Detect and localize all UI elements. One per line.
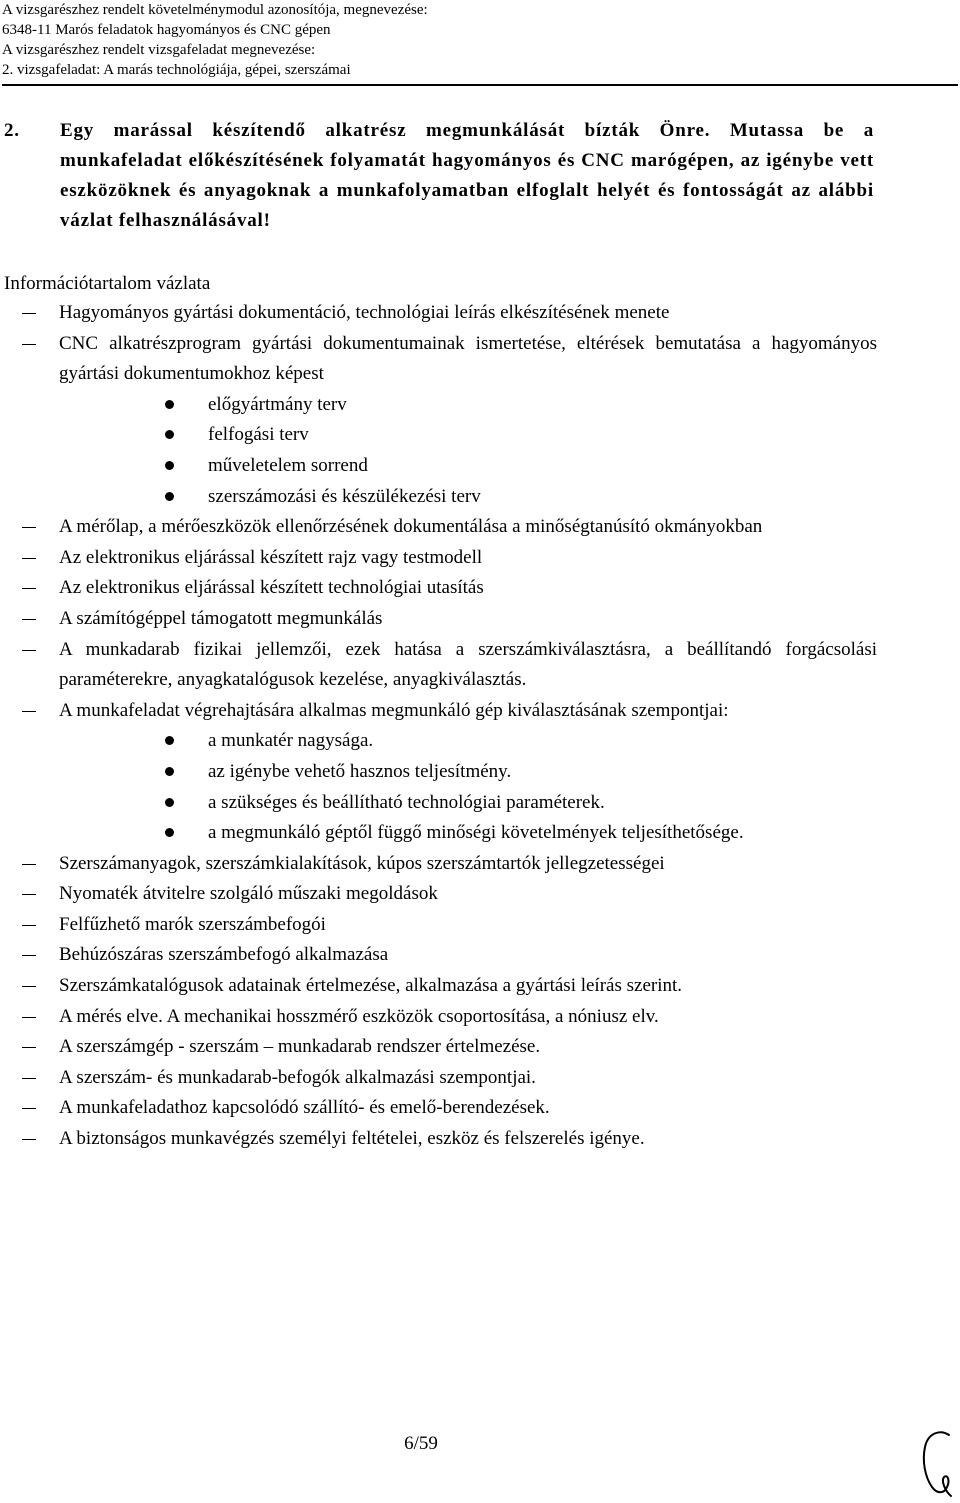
bullet-icon [165, 430, 174, 439]
handwritten-signature [918, 1425, 958, 1500]
header-line-module-name: 6348-11 Marós feladatok hagyományos és CNC gépen [2, 22, 331, 38]
outline-subitem [22, 818, 877, 849]
outline-item-text: A munkadarab fizikai jellemzői, ezek hatása a szerszámkiválasztásra, a beállítandó forgácsolási paraméterekre, anyagkatalógusok kezelése, anyagkiválasztás. [59, 638, 877, 691]
outline-subitem-text: szerszámozási és készülékezési terv [208, 485, 481, 507]
outline-item [22, 604, 877, 635]
bullet-icon [165, 798, 174, 807]
outline-item-text: Szerszámkatalógusok adatainak értelmezése, alkalmazása a gyártási leírás szerint. [59, 975, 683, 997]
page-number: 6/59 [404, 1433, 438, 1454]
outline-subitem-text: a munkatér nagysága. [208, 730, 374, 752]
outline-item [22, 1063, 877, 1094]
outline-item [22, 696, 877, 727]
outline-item-text: Az elektronikus eljárással készített rajz vagy testmodell [59, 546, 483, 568]
question-block [4, 116, 874, 236]
bullet-icon [165, 828, 174, 837]
outline-subitem [22, 726, 877, 757]
outline-subitem-text: a szükséges és beállítható technológiai paraméterek. [208, 791, 605, 813]
outline-subitem [22, 390, 877, 421]
outline-item-text: A szerszám- és munkadarab-befogók alkalmazási szempontjai. [59, 1066, 536, 1088]
outline-subitem-text: az igénybe vehető hasznos teljesítmény. [208, 760, 512, 782]
outline-item-text: A munkafeladathoz kapcsolódó szállító- és emelő-berendezések. [59, 1097, 550, 1119]
outline-item-text: Az elektronikus eljárással készített technológiai utasítás [59, 577, 484, 599]
outline-subitem-text: a megmunkáló géptől függő minőségi követelmények teljesíthetősége. [208, 822, 744, 844]
outline-subitem-text: előgyártmány terv [208, 393, 347, 415]
document-header [2, 0, 428, 80]
outline-item [22, 635, 877, 696]
outline-subitem [22, 788, 877, 819]
outline-item [22, 543, 877, 574]
outline-item [22, 910, 877, 941]
outline-item [22, 849, 877, 880]
outline-subitem-text: műveletelem sorrend [208, 454, 368, 476]
outline-item [22, 879, 877, 910]
outline-item [22, 1093, 877, 1124]
bullet-icon [165, 400, 174, 409]
outline-item-text: Felfűzhető marók szerszámbefogói [59, 913, 326, 935]
outline-item [22, 940, 877, 971]
outline-item-text: A mérés elve. A mechanikai hosszmérő eszközök csoportosítása, a nóniusz elv. [59, 1005, 659, 1027]
outline-item-text: Behúzószáras szerszámbefogó alkalmazása [59, 944, 389, 966]
question-text: Egy marással készítendő alkatrész megmunkálását bízták Önre. Mutassa be a munkafeladat előkészítésének folyamatát hagyományos és CNC marógépen, az igénybe vett eszközöknek és anyagoknak a munkafolyamatban elfoglalt helyét és fontosságát az alábbi vázlat felhasználásával! [60, 120, 874, 231]
outline-item-text: Nyomaték átvitelre szolgáló műszaki megoldások [59, 883, 438, 905]
header-line-module-label: A vizsgarészhez rendelt követelménymodul azonosítója, megnevezése: [2, 2, 428, 18]
outline-item-text: A számítógéppel támogatott megmunkálás [59, 607, 383, 629]
outline-item [22, 1124, 877, 1155]
header-divider [2, 84, 958, 86]
header-line-task-label: A vizsgarészhez rendelt vizsgafeladat megnevezése: [2, 42, 316, 58]
outline-subitem-text: felfogási terv [208, 424, 309, 446]
bullet-icon [165, 461, 174, 470]
outline-subitem [22, 482, 877, 513]
outline-item [22, 298, 877, 329]
outline-subitem [22, 451, 877, 482]
outline-item-text: CNC alkatrészprogram gyártási dokumentumainak ismertetése, eltérések bemutatása a hagyományos gyártási dokumentumokhoz képest [59, 332, 877, 385]
bullet-icon [165, 736, 174, 745]
outline-item [22, 971, 877, 1002]
outline-subitem [22, 757, 877, 788]
question-number: 2. [4, 120, 20, 141]
bullet-icon [165, 767, 174, 776]
outline-item-text: A biztonságos munkavégzés személyi feltételei, eszköz és felszerelés igénye. [59, 1128, 645, 1150]
content-outline-title: Információtartalom vázlata [4, 273, 211, 294]
header-line-task-name: 2. vizsgafeladat: A marás technológiája, gépei, szerszámai [2, 62, 351, 78]
outline-item-text: Szerszámanyagok, szerszámkialakítások, kúpos szerszámtartók jellegzetességei [59, 852, 665, 874]
outline-item-text: A munkafeladat végrehajtására alkalmas megmunkáló gép kiválasztásának szempontjai: [59, 699, 729, 721]
content-outline [22, 298, 877, 1155]
outline-item-text: A mérőlap, a mérőeszközök ellenőrzésének dokumentálása a minőségtanúsító okmányokban [59, 516, 763, 538]
outline-item [22, 1032, 877, 1063]
bullet-icon [165, 492, 174, 501]
outline-subitem [22, 420, 877, 451]
outline-item [22, 573, 877, 604]
outline-item [22, 329, 877, 390]
outline-item [22, 512, 877, 543]
outline-item [22, 1002, 877, 1033]
outline-item-text: A szerszámgép - szerszám – munkadarab rendszer értelmezése. [59, 1036, 541, 1058]
outline-item-text: Hagyományos gyártási dokumentáció, technológiai leírás elkészítésének menete [59, 302, 670, 323]
